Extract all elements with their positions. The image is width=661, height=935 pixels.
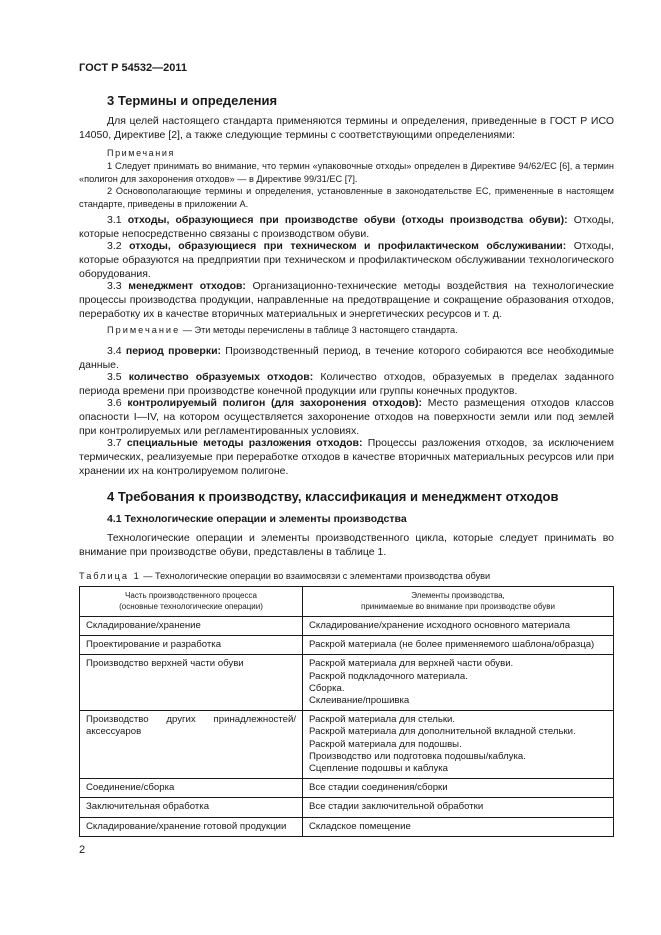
note-3-3 [79, 324, 614, 337]
element-line: Складирование/хранение исходного основного материала [309, 620, 571, 631]
notes-title: Примечания [107, 148, 175, 158]
term-name: контролируемый полигон (для захоронения отходов): [127, 397, 422, 409]
elements-cell [303, 617, 614, 636]
header-line: принимаемые во внимание при производстве обуви [361, 601, 555, 611]
element-line: Раскрой материала для подошвы. [309, 738, 462, 750]
element-line: Производство или подготовка подошвы/каблука. [309, 750, 526, 762]
term-3-7 [79, 436, 614, 478]
term-definition: Отходы, которые образуются на предприятии при техническом и профилактическом обслуживании технологического оборудования. [79, 240, 615, 280]
process-cell: Соединение/сборка [80, 779, 303, 798]
term-3-5 [79, 370, 614, 398]
header-line: (основные технологические операции) [119, 601, 263, 611]
element-line: Раскрой материала для верхней части обуви. [309, 658, 514, 670]
subsection-4-1-text: Технологические операции и элементы производственного цикла, которые следует принимать во внимание при производстве обуви, представлены в таблице 1. [79, 532, 614, 558]
term-definition: Процессы разложения отходов, за исключением термических, реализуемые при переработке отходов в качестве вторичных материальных ресурсов или при хранении их на контролируемом полигоне. [79, 437, 614, 477]
element-line: Раскрой материала для дополнительной вкладной стельки. [309, 726, 576, 738]
elements-cell [303, 655, 614, 711]
elements-cell [303, 711, 614, 779]
element-line: Раскрой подкладочного материала. [309, 670, 468, 682]
term-3-1 [79, 213, 614, 241]
table-row [80, 655, 614, 711]
table-row [80, 817, 614, 836]
elements-cell [303, 779, 614, 798]
process-cell: Складирование/хранение готовой продукции [80, 817, 303, 836]
table-caption-text: — Технологические операции во взаимосвязи с элементами производства обуви [143, 571, 491, 581]
term-3-6 [79, 396, 614, 438]
element-line: Все стадии заключительной обработки [309, 801, 484, 813]
elements-cell [303, 798, 614, 817]
element-line: Складское помещение [309, 820, 411, 832]
header-line: Часть производственного процесса [125, 591, 257, 600]
term-number: 3.3 [107, 280, 122, 292]
element-line: Сборка. [309, 682, 345, 694]
header-line: Элементы производства, [411, 591, 505, 600]
element-line: Раскрой материала для стельки. [309, 714, 456, 726]
table-row [80, 636, 614, 655]
section-3-intro: Для целей настоящего стандарта применяются термины и определения, приведенные в ГОСТ Р ИСО 14050, Директиве [2], а также следующие термины с соответствующими определениями: [79, 115, 614, 141]
table-caption [79, 571, 490, 581]
term-number: 3.2 [107, 240, 122, 252]
elements-cell [303, 817, 614, 836]
table-header-row [80, 587, 614, 617]
term-number: 3.5 [107, 371, 122, 383]
column-header-elements [303, 587, 614, 617]
column-header-process [80, 587, 303, 617]
term-definition: Организационно-технические методы воздействия на технологические процессы производства продукции, направленные на предотвращение и сокращение образования отходов, переработку их в качестве вторичных материальных и энергетических ресурсов и т. д. [79, 280, 614, 320]
term-name: менеджмент отходов: [128, 280, 246, 292]
term-number: 3.6 [107, 397, 122, 409]
note-2: 2 Основополагающие термины и определения, установленные в законодательстве ЕС, примененные в настоящем стандарте, приведены в приложении А. [79, 186, 614, 209]
note-text: — Эти методы перечислены в таблице 3 настоящего стандарта. [182, 325, 458, 335]
note-1: 1 Следует принимать во внимание, что термин «упаковочные отходы» определен в Директиве 94/62/EC [6], а термин «полигон для захоронения отходов» — в Директиве 99/31/EC [7]. [79, 161, 614, 184]
term-name: период проверки: [125, 345, 222, 357]
element-line: Все стадии соединения/сборки [309, 782, 448, 794]
term-definition: Место размещения отходов классов опасности I—IV, на котором осуществляется захоронение отходов на поверхности земли или под землей при контролируемых или регламентированных условиях. [79, 397, 614, 437]
page-number: 2 [79, 844, 86, 856]
subsection-4-1-title: 4.1 Технологические операции и элементы производства [107, 513, 407, 525]
process-cell: Производство других принадлежностей/аксессуаров [80, 711, 303, 779]
table-row [80, 617, 614, 636]
elements-cell [303, 636, 614, 655]
term-3-2 [79, 239, 614, 281]
term-name: отходы, образующиеся при техническом и профилактическом обслуживании: [129, 240, 567, 252]
term-number: 3.7 [107, 437, 122, 449]
section-4-title: 4 Требования к производству, классификация и менеджмент отходов [107, 489, 559, 504]
term-name: отходы, образующиеся при производстве обуви (отходы производства обуви): [127, 214, 568, 226]
term-3-3 [79, 279, 614, 321]
term-definition: Производственный период, в течение которого собираются все необходимые данные. [79, 345, 614, 371]
term-number: 3.1 [107, 214, 122, 226]
term-name: количество образуемых отходов: [128, 371, 314, 383]
element-line: Раскрой материала (не более применяемого шаблона/образца) [309, 639, 595, 651]
process-cell: Складирование/хранение [80, 617, 303, 636]
table-row [80, 798, 614, 817]
process-cell: Производство верхней части обуви [80, 655, 303, 711]
term-name: специальные методы разложения отходов: [126, 437, 363, 449]
term-definition: Отходы, которые непосредственно связаны с производством обуви. [79, 214, 614, 240]
note-label: Примечание [107, 325, 181, 335]
table-row [80, 779, 614, 798]
term-3-4 [79, 344, 614, 372]
term-definition: Количество отходов, образуемых в пределах заданного периода времени при производстве конечной продукции или группы конечных продуктов. [79, 371, 615, 397]
table-1 [79, 586, 614, 837]
table-caption-label: Таблица 1 [79, 571, 141, 581]
element-line: Сцепление подошвы и каблука [309, 763, 449, 775]
term-number: 3.4 [107, 345, 122, 357]
process-cell: Проектирование и разработка [80, 636, 303, 655]
standard-header: ГОСТ Р 54532—2011 [79, 62, 187, 74]
process-cell: Заключительная обработка [80, 798, 303, 817]
table-row [80, 711, 614, 779]
element-line: Склеивание/прошивка [309, 695, 410, 707]
section-3-title: 3 Термины и определения [107, 93, 278, 108]
